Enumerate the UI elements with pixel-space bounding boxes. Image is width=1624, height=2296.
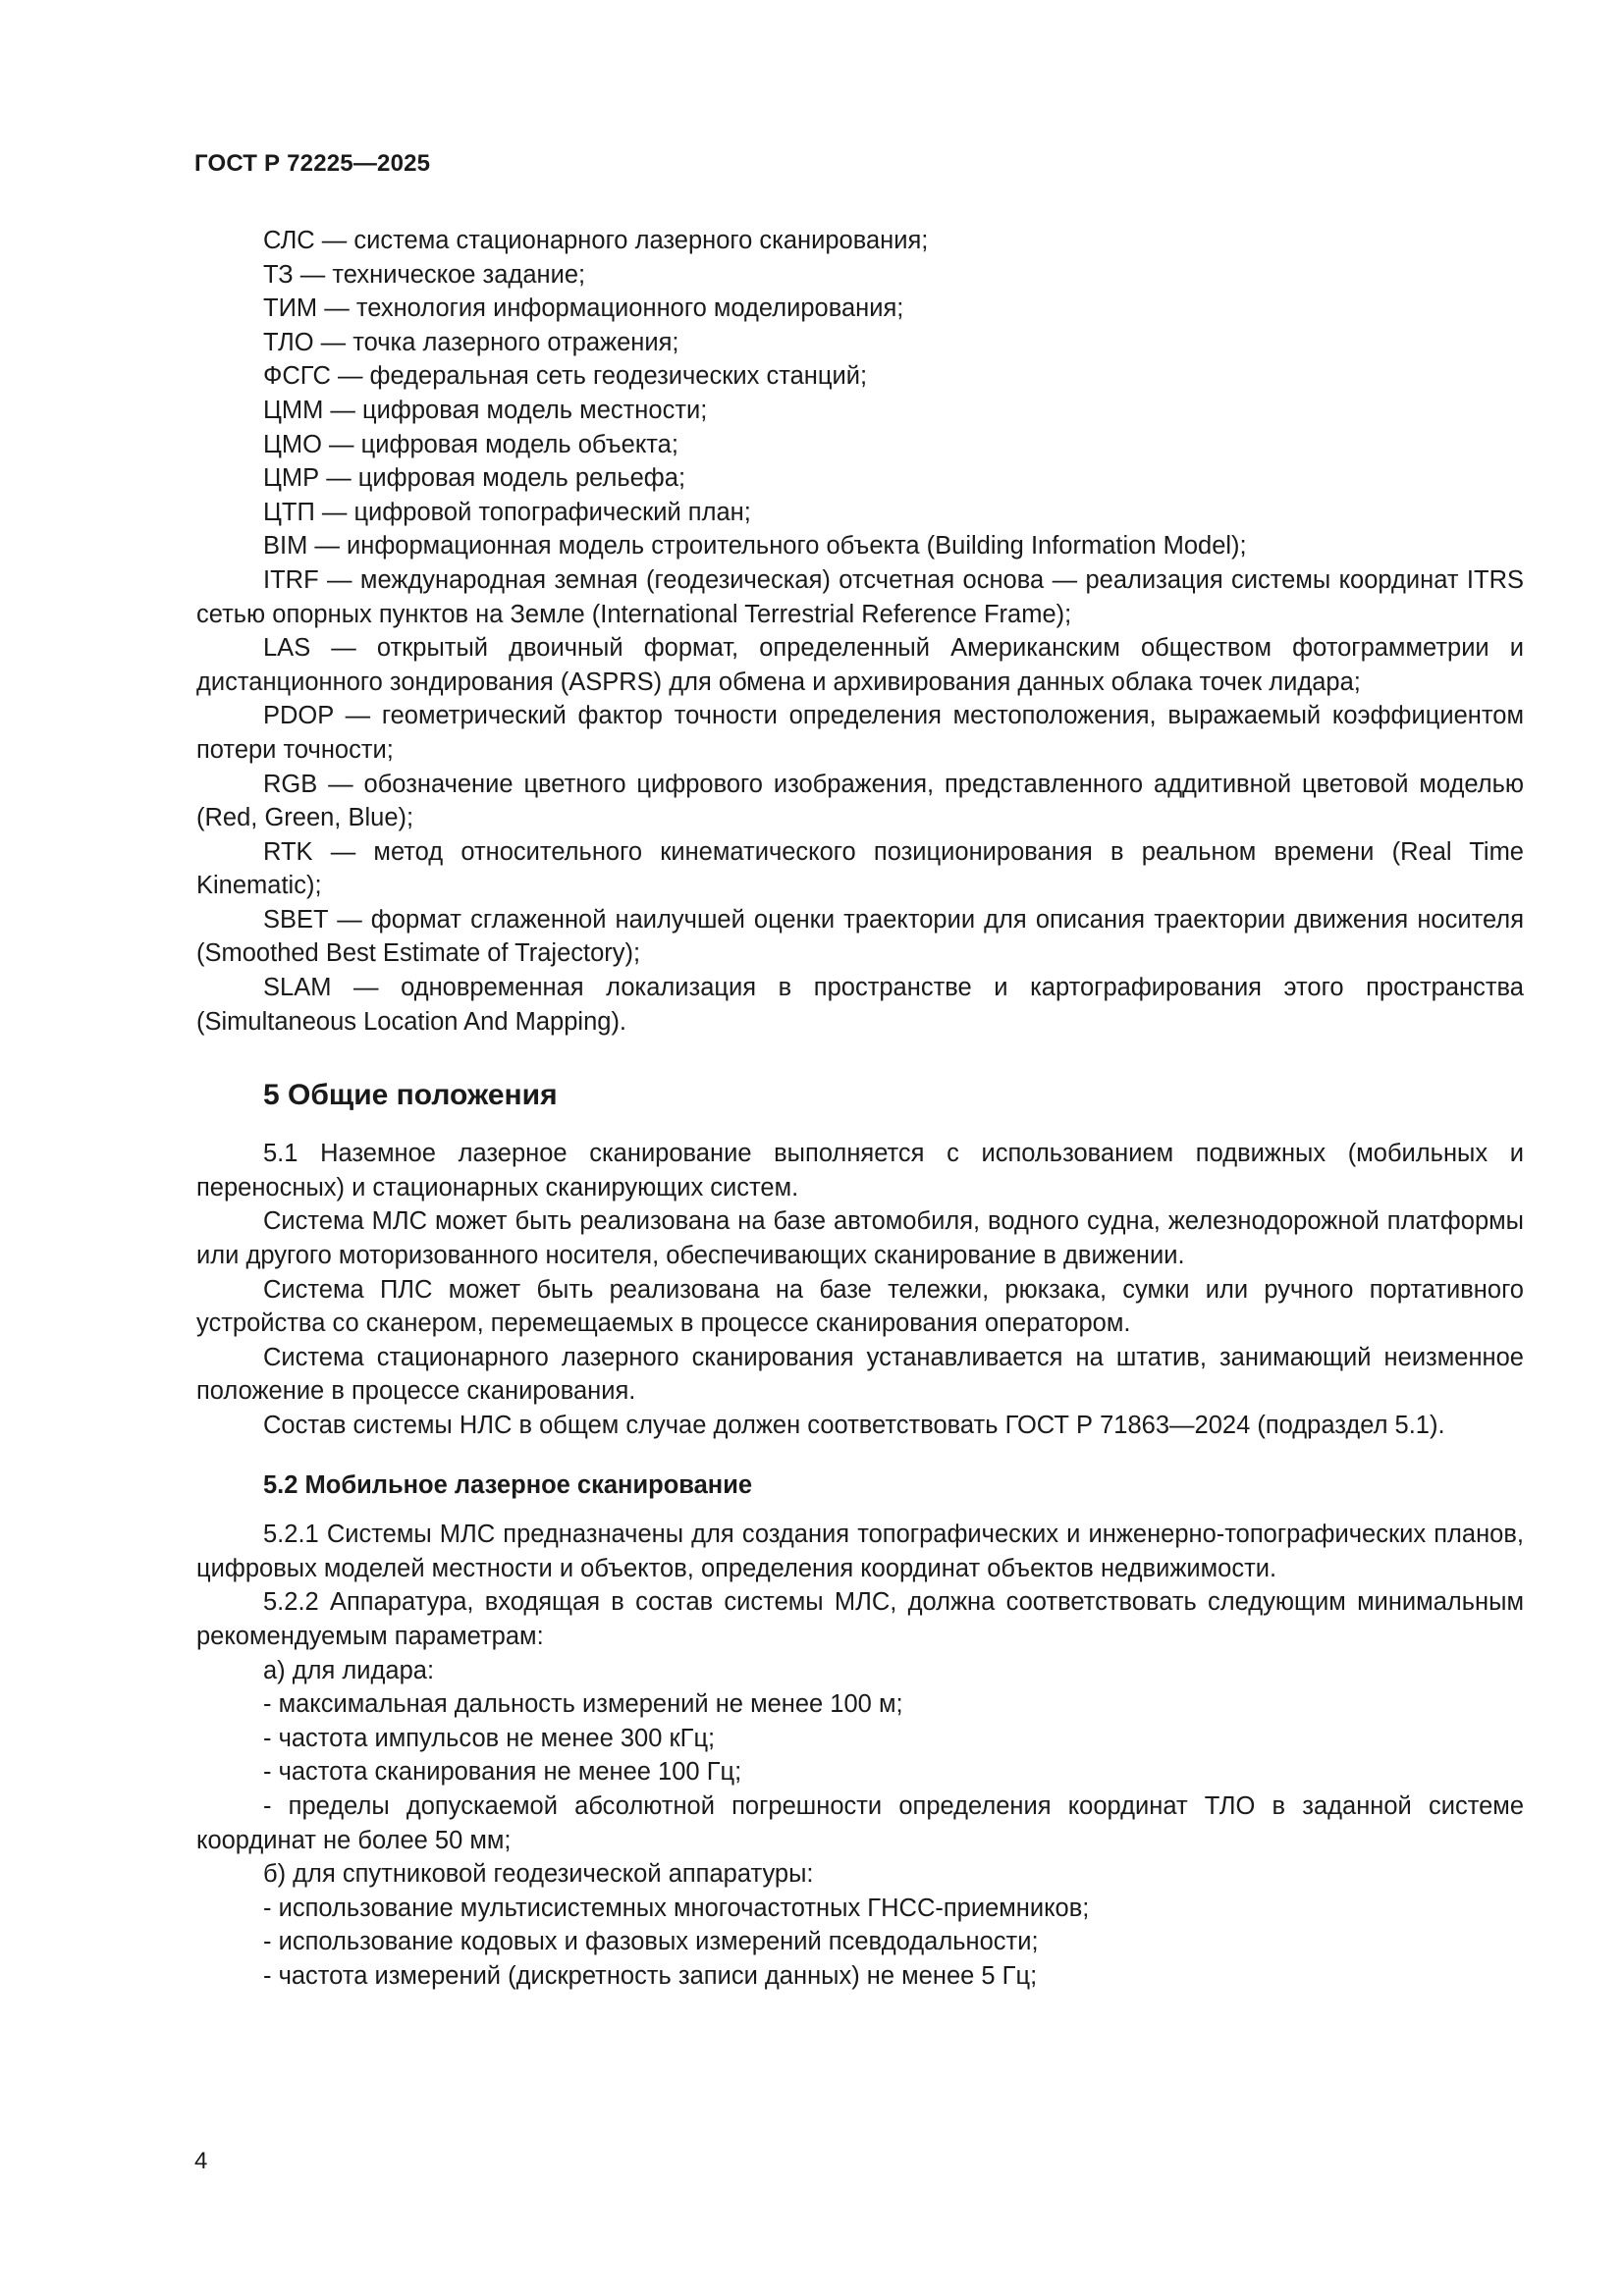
abbreviation-item: ТИМ — технология информационного моделирования; — [263, 294, 904, 323]
list-item: - частота сканирования не менее 100 Гц; — [263, 1758, 742, 1787]
paragraph: Система МЛС может быть реализована на базе автомобиля, водного судна, железнодорожной платформы или другого моторизованного носителя, обеспечивающих сканирование в движении. — [196, 1207, 1524, 1270]
abbreviation-item: SLAM — одновременная локализация в пространстве и картографирования этого пространства (Simultaneous Location And Mapping). — [196, 974, 1524, 1036]
list-item: - пределы допускаемой абсолютной погрешности определения координат ТЛО в заданной системе координат не более 50 мм; — [196, 1791, 1524, 1854]
abbreviation-item: ЦММ — цифровая модель местности; — [263, 396, 708, 424]
abbreviation-item: ITRF — международная земная (геодезическая) отсчетная основа — реализация системы координат ITRS сетью опорных пунктов на Земле (International Terrestrial Reference Frame); — [196, 565, 1524, 628]
abbreviation-item: BIM — информационная модель строительного объекта (Building Information Model); — [263, 532, 1247, 561]
document-body — [196, 224, 1524, 1994]
abbreviation-item: RGB — обозначение цветного цифрового изображения, представленного аддитивной цветовой моделью (Red, Green, Blue); — [196, 770, 1524, 832]
abbreviation-item: ЦМО — цифровая модель объекта; — [263, 430, 678, 458]
abbreviation-item: RTK — метод относительного кинематического позиционирования в реальном времени (Real Time Kinematic); — [196, 837, 1524, 900]
abbreviation-item: ТЗ — техническое задание; — [263, 260, 586, 289]
paragraph: 5.2.2 Аппаратура, входящая в состав системы МЛС, должна соответствовать следующим минимальным рекомендуемым параметрам: — [196, 1588, 1524, 1650]
section-5-2-heading: 5.2 Мобильное лазерное сканирование — [263, 1470, 753, 1499]
abbreviation-item: ЦТП — цифровой топографический план; — [263, 498, 751, 526]
list-item: б) для спутниковой геодезической аппаратуры: — [263, 1860, 814, 1889]
list-item: - использование кодовых и фазовых измерений псевдодальности; — [263, 1928, 1039, 1956]
abbreviations-list — [196, 224, 1524, 1039]
paragraph: Состав системы НЛС в общем случае должен соответствовать ГОСТ Р 71863—2024 (подраздел 5.1). — [263, 1412, 1445, 1439]
section-5-heading: 5 Общие положения — [263, 1079, 558, 1112]
abbreviation-item: ЦМР — цифровая модель рельефа; — [263, 464, 686, 493]
list-item: а) для лидара: — [263, 1656, 435, 1684]
abbreviation-item: SBET — формат сглаженной наилучшей оценки траектории для описания траектории движения носителя (Smoothed Best Estimate of Trajectory); — [196, 905, 1524, 968]
abbreviation-item: PDOP — геометрический фактор точности определения местоположения, выражаемый коэффициентом потери точности; — [196, 702, 1524, 764]
document-header: ГОСТ Р 72225—2025 — [194, 150, 431, 177]
abbreviation-item: LAS — открытый двоичный формат, определенный Американским обществом фотограмметрии и дистанционного зондирования (ASPRS) для обмена и архивирования данных облака точек лидара; — [196, 634, 1524, 696]
abbreviation-item: ФСГС — федеральная сеть геодезических станций; — [263, 362, 868, 391]
paragraph: Система стационарного лазерного сканирования устанавливается на штатив, занимающий неизменное положение в процессе сканирования. — [196, 1343, 1524, 1406]
abbreviation-item: СЛС — система стационарного лазерного сканирования; — [263, 227, 929, 254]
list-item: - частота измерений (дискретность записи данных) не менее 5 Гц; — [263, 1961, 1038, 1990]
paragraph: Система ПЛС может быть реализована на базе тележки, рюкзака, сумки или ручного портативного устройства со сканером, перемещаемых в процессе сканирования оператором. — [196, 1275, 1524, 1338]
list-item: - использование мультисистемных многочастотных ГНСС-приемников; — [263, 1894, 1090, 1922]
paragraph: 5.2.1 Системы МЛС предназначены для создания топографических и инженерно-топографических планов, цифровых моделей местности и объектов, определения координат объектов недвижимости. — [196, 1521, 1524, 1582]
list-item: - максимальная дальность измерений не менее 100 м; — [263, 1690, 903, 1719]
page-number: 4 — [194, 2148, 208, 2174]
paragraph: 5.1 Наземное лазерное сканирование выполняется с использованием подвижных (мобильных и переносных) и стационарных сканирующих систем. — [196, 1140, 1524, 1201]
abbreviation-item: ТЛО — точка лазерного отражения; — [263, 328, 679, 356]
section-5-2-body — [196, 1518, 1524, 1993]
section-5-body — [196, 1137, 1524, 1442]
list-item: - частота импульсов не менее 300 кГц; — [263, 1724, 716, 1752]
